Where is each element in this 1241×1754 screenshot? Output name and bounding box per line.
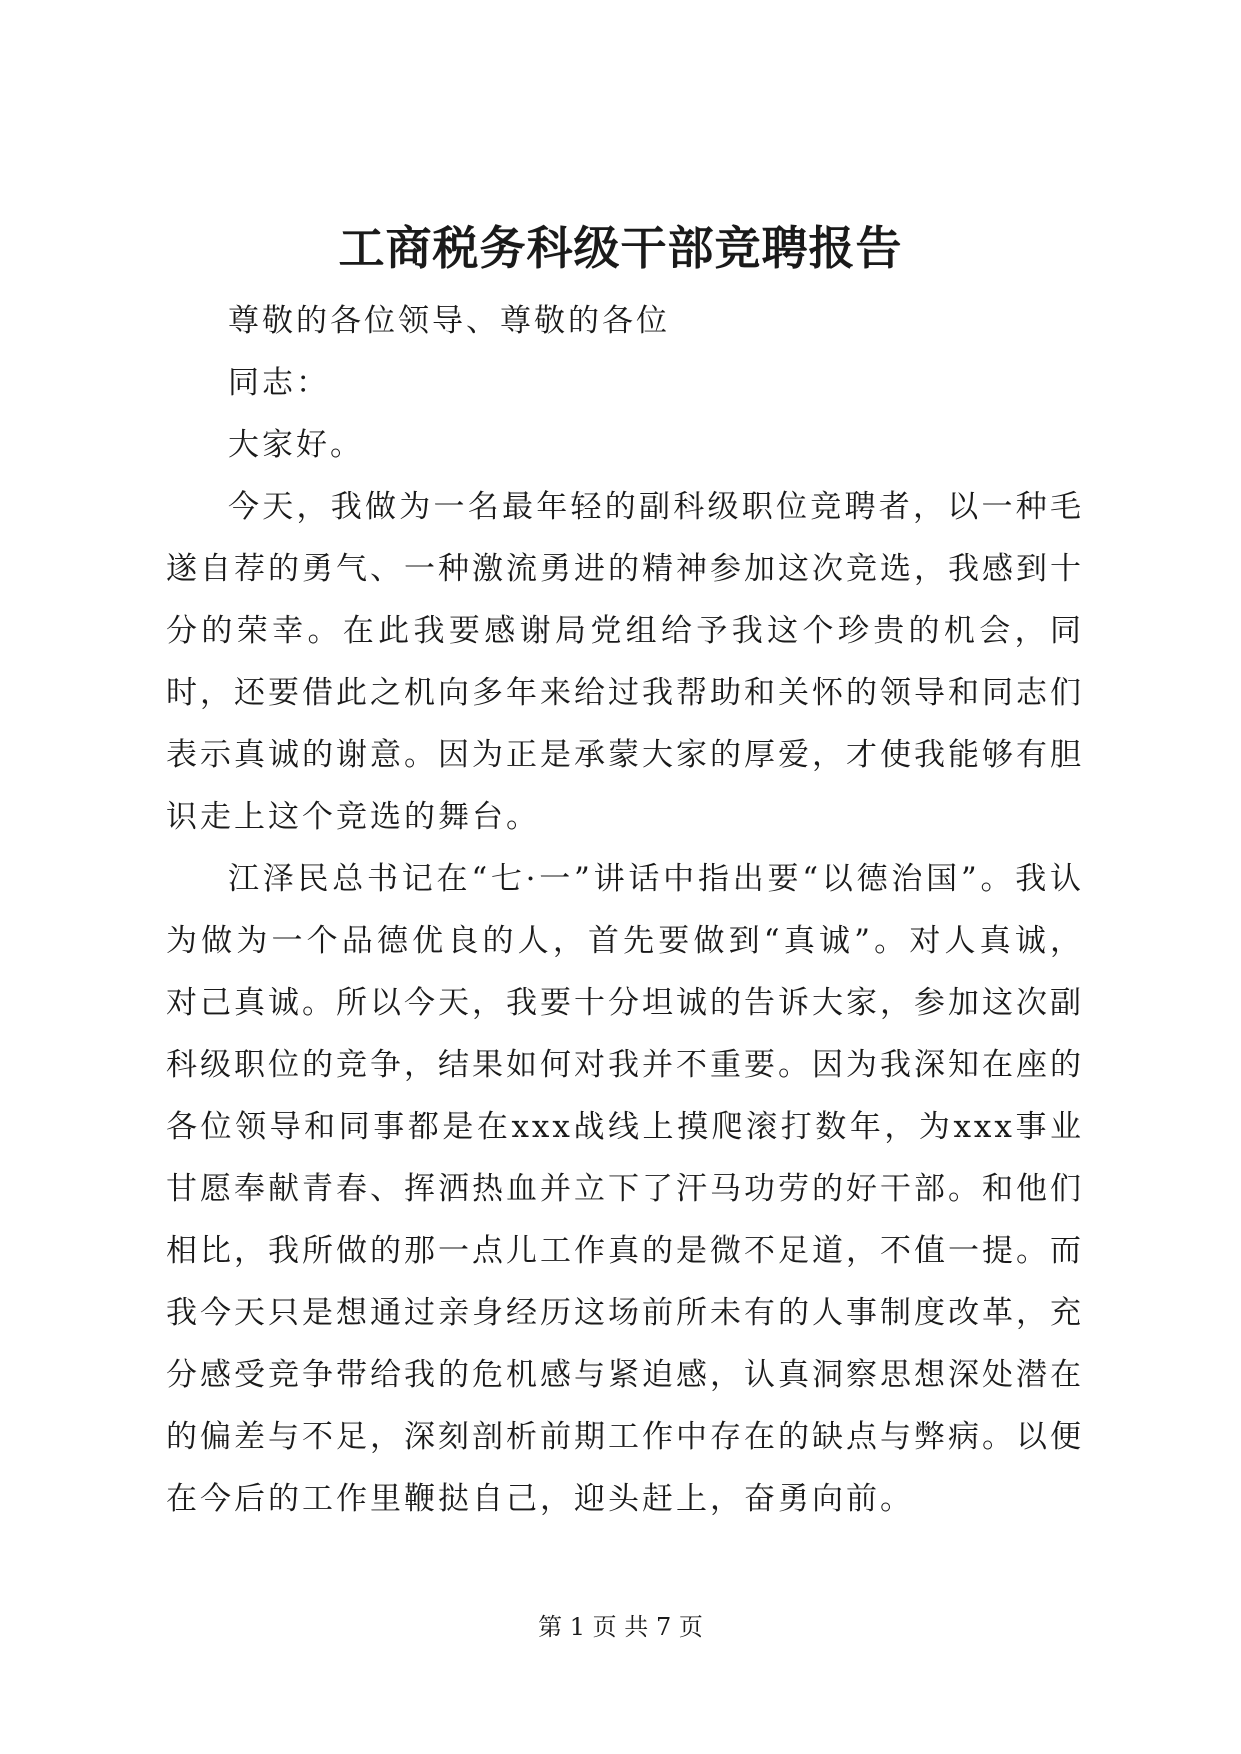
salutation-line-1: 尊敬的各位领导、尊敬的各位	[228, 303, 670, 339]
paragraph-sincerity: 江泽民总书记在“七·一”讲话中指出要“以德治国”。我认为做为一个品德优良的人，首先要做到“真诚”。对人真诚，对己真诚。所以今天，我要十分坦诚的告诉大家，参加这次副科级职位的竞争，结果如何对我并不重要。因为我深知在座的各位领导和同事都是在xxx战线上摸爬滚打数年，为xxx事业甘愿奉献青春、挥洒热血并立下了汗马功劳的好干部。和他们相比，我所做的那一点儿工作真的是微不足道，不值一提。而我今天只是想通过亲身经历这场前所未有的人事制度改革，充分感受竞争带给我的危机感与紧迫感，认真洞察思想深处潜在的偏差与不足，深刻剖析前期工作中存在的缺点与弊病。以便在今后的工作里鞭挞自己，迎头赶上，奋勇向前。	[166, 861, 1084, 1517]
page-number-footer: 第 1 页 共 7 页	[538, 1613, 703, 1641]
paragraph-intro: 今天，我做为一名最年轻的副科级职位竞聘者，以一种毛遂自荐的勇气、一种激流勇进的精神参加这次竞选，我感到十分的荣幸。在此我要感谢局党组给予我这个珍贵的机会，同时，还要借此之机向多年来给过我帮助和关怀的领导和同志们表示真诚的谢意。因为正是承蒙大家的厚爱，才使我能够有胆识走上这个竞选的舞台。	[166, 489, 1084, 835]
document-title: 工商税务科级干部竞聘报告	[338, 221, 903, 275]
document-body	[166, 290, 1084, 1530]
salutation-line-2: 同志：	[228, 365, 330, 401]
greeting: 大家好。	[228, 427, 364, 463]
